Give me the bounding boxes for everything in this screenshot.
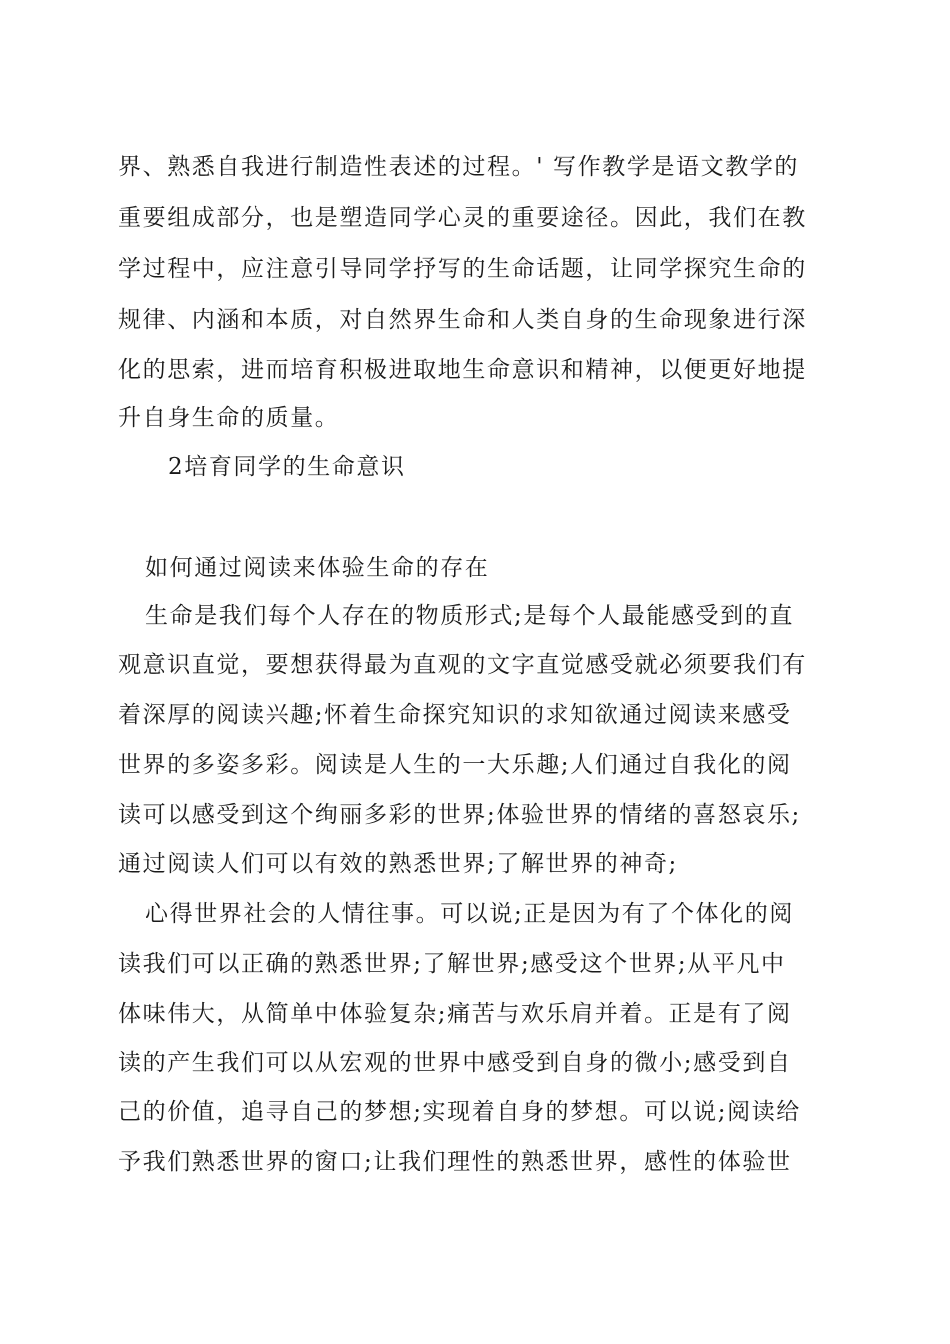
paragraph-3-line-1: 心得世界社会的人情往事。可以说;正是因为有了个体化的阅: [145, 901, 794, 927]
paragraph-2-line-5: 读可以感受到这个绚丽多彩的世界;体验世界的情绪的喜怒哀乐;: [118, 802, 801, 828]
paragraph-3-line-4: 读的产生我们可以从宏观的世界中感受到自身的微小;感受到自: [118, 1050, 792, 1076]
paragraph-1-line-6: 升自身生命的质量。: [118, 405, 340, 431]
paragraph-3-line-2: 读我们可以正确的熟悉世界;了解世界;感受这个世界;从平凡中: [118, 951, 786, 977]
paragraph-2-line-6: 通过阅读人们可以有效的熟悉世界;了解世界的神奇;: [118, 851, 678, 877]
paragraph-1-line-3: 学过程中，应注意引导同学抒写的生命话题，让同学探究生命的: [118, 256, 807, 282]
paragraph-2-line-3: 着深厚的阅读兴趣;怀着生命探究知识的求知欲通过阅读来感受: [118, 702, 792, 728]
paragraph-3-line-5: 己的价值，追寻自己的梦想;实现着自身的梦想。可以说;阅读给: [118, 1099, 801, 1125]
paragraph-3-line-6: 予我们熟悉世界的窗口;让我们理性的熟悉世界，感性的体验世: [118, 1149, 792, 1175]
paragraph-1-line-5: 化的思索，进而培育积极进取地生命意识和精神，以便更好地提: [118, 357, 807, 383]
paragraph-1-line-1: 界、熟悉自我进行制造性表述的过程。' 写作教学是语文教学的: [118, 154, 800, 180]
section-heading-2: 2培育同学的生命意识: [168, 454, 406, 480]
paragraph-2-line-2: 观意识直觉，要想获得最为直观的文字直觉感受就必须要我们有: [118, 652, 807, 678]
paragraph-1-line-2: 重要组成部分，也是塑造同学心灵的重要途径。因此，我们在教: [118, 205, 807, 231]
paragraph-1-line-4: 规律、内涵和本质，对自然界生命和人类自身的生命现象进行深: [118, 307, 807, 333]
paragraph-2-line-4: 世界的多姿多彩。阅读是人生的一大乐趣;人们通过自我化的阅: [118, 752, 792, 778]
paragraph-3-line-3: 体味伟大，从简单中体验复杂;痛苦与欢乐肩并着。正是有了阅: [118, 1001, 792, 1027]
paragraph-2-line-1: 生命是我们每个人存在的物质形式;是每个人最能感受到的直: [145, 603, 794, 629]
subheading-reading: 如何通过阅读来体验生命的存在: [145, 555, 490, 581]
